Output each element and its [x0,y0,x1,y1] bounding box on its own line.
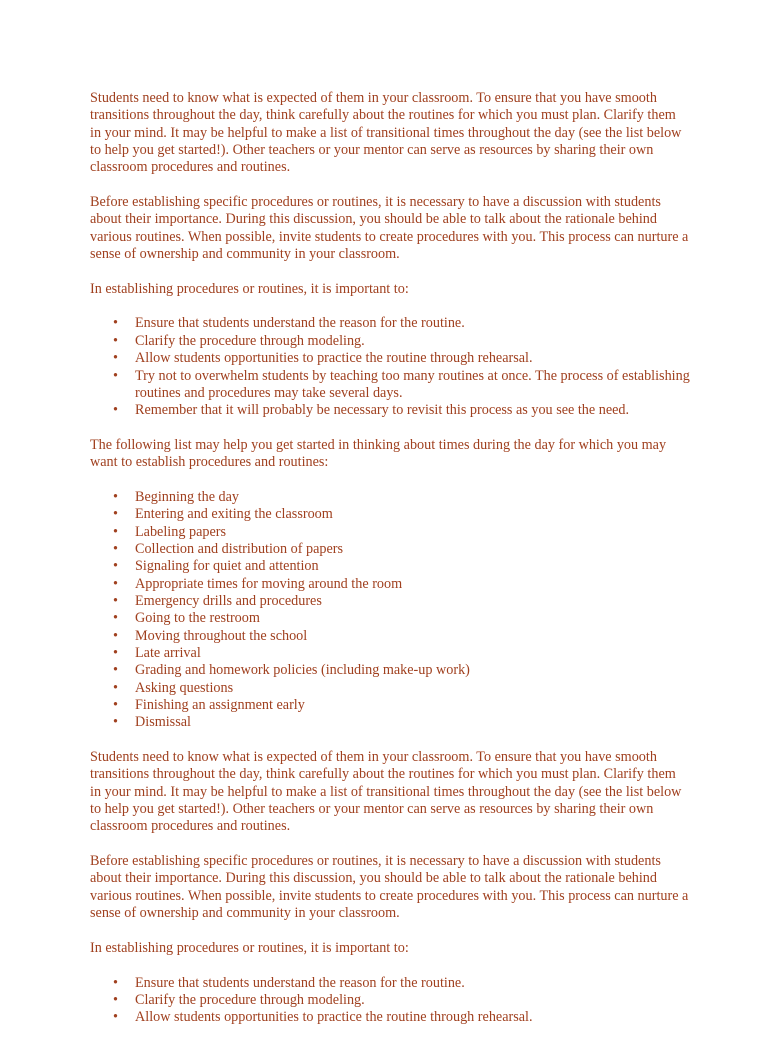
intro-paragraph: Students need to know what is expected of them in your classroom. To ensure that you have smooth transitions throughout the day, think carefully about the routines for which you must plan. Clarify them in your mind. It may be helpful to make a list of transitional times throughout the day (see the list below to help you get started!). Other teachers or your mentor can serve as resources by sharing their own classroom procedures and routines. [90,90,682,176]
list-item: • Asking questions [135,680,690,697]
list-item: • Grading and homework policies (including make-up work) [135,662,690,679]
list-item: • Ensure that students understand the reason for the routine. [135,975,690,992]
list-item: • Try not to overwhelm students by teaching too many routines at once. The process of establishing routines and procedures may take several days. [135,368,690,403]
list-item: • Dismissal [135,714,690,731]
list-item: • Emergency drills and procedures [135,593,690,610]
list-item: • Allow students opportunities to practice the routine through rehearsal. [135,1009,690,1026]
list-item: • Late arrival [135,645,690,662]
list-item: • Collection and distribution of papers [135,541,690,558]
list-item: • Clarify the procedure through modeling. [135,333,690,350]
times-lead-paragraph: The following list may help you get started in thinking about times during the day for which you may want to establish procedures and routines: [90,436,667,471]
list-item: • Going to the restroom [135,610,690,627]
establishing-lead-paragraph: In establishing procedures or routines, it is important to: [90,939,409,956]
discussion-paragraph: Before establishing specific procedures or routines, it is necessary to have a discussion with students about their importance. During this discussion, you should be able to talk about the rationale behind various routines. When possible, invite students to create procedures with you. This process can nurture a sense of ownership and community in your classroom. [90,853,689,922]
list-item: • Entering and exiting the classroom [135,506,690,523]
list-item: • Moving throughout the school [135,628,690,645]
tips-list [90,315,690,419]
list-item: • Remember that it will probably be necessary to revisit this process as you see the need. [135,402,690,419]
establishing-lead-paragraph: In establishing procedures or routines, it is important to: [90,280,409,297]
list-item: • Signaling for quiet and attention [135,558,690,575]
list-item: • Appropriate times for moving around the room [135,576,690,593]
list-item: • Ensure that students understand the reason for the routine. [135,315,690,332]
list-item: • Allow students opportunities to practice the routine through rehearsal. [135,350,690,367]
document-page [90,90,690,1044]
list-item: • Labeling papers [135,524,690,541]
times-list [90,489,690,732]
list-item: • Finishing an assignment early [135,697,690,714]
list-item: • Clarify the procedure through modeling. [135,992,690,1009]
intro-paragraph: Students need to know what is expected of them in your classroom. To ensure that you have smooth transitions throughout the day, think carefully about the routines for which you must plan. Clarify them in your mind. It may be helpful to make a list of transitional times throughout the day (see the list below to help you get started!). Other teachers or your mentor can serve as resources by sharing their own classroom procedures and routines. [90,749,682,835]
discussion-paragraph: Before establishing specific procedures or routines, it is necessary to have a discussion with students about their importance. During this discussion, you should be able to talk about the rationale behind various routines. When possible, invite students to create procedures with you. This process can nurture a sense of ownership and community in your classroom. [90,194,689,263]
tips-list [90,975,690,1027]
list-item: • Beginning the day [135,489,690,506]
